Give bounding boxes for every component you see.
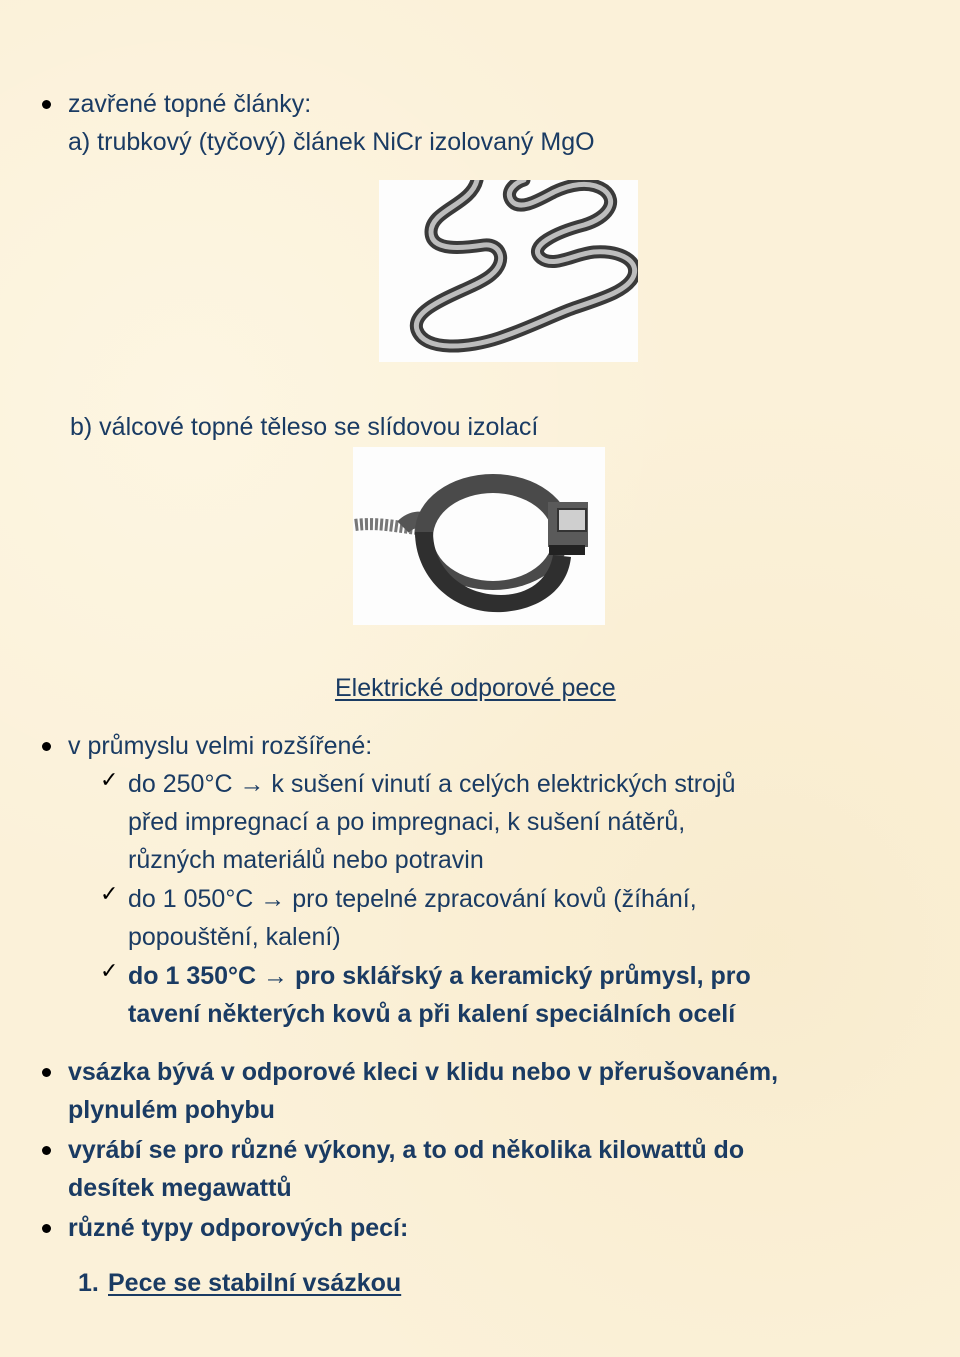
check1-line1: do 250°C → k sušení vinutí a celých elektrických strojů: [128, 770, 736, 798]
checkmark-icon: ✓: [100, 882, 119, 907]
bullet3-line1: vyrábí se pro různé výkony, a to od několika kilowattů do: [68, 1136, 745, 1164]
checkmark-icon: ✓: [100, 768, 119, 793]
tubular-heating-element-drawing: [379, 180, 638, 362]
bullet-dot-icon: [42, 100, 51, 109]
check3-line2: tavení některých kovů a při kalení speciálních ocelí: [128, 1000, 736, 1028]
check3-line1: do 1 350°C → pro sklářský a keramický průmysl, pro: [128, 962, 751, 990]
bullet2-line1: vsázka bývá v odporové kleci v klidu nebo v přerušovaném,: [68, 1058, 779, 1086]
numbered-item-label: Pece se stabilní vsázkou: [108, 1269, 402, 1297]
section2-title: Elektrické odporové pece: [335, 674, 616, 702]
bullet2-line2: plynulém pohybu: [68, 1096, 275, 1124]
check2-line1: do 1 050°C → pro tepelné zpracování kovů (žíhání,: [128, 885, 697, 913]
bullet-dot-icon: [42, 1068, 51, 1077]
bullet4-text: různé typy odporových pecí:: [68, 1214, 409, 1242]
item-a-text: a) trubkový (tyčový) článek NiCr izolovaný MgO: [68, 128, 595, 156]
band-heater-image: [353, 447, 605, 625]
bullet-dot-icon: [42, 742, 51, 751]
check1-line3: různých materiálů nebo potravin: [128, 846, 484, 874]
tubular-heating-element-image: [379, 180, 638, 362]
bullet-dot-icon: [42, 1146, 51, 1155]
item-b-text: b) válcové topné těleso se slídovou izolací: [70, 413, 539, 441]
check1-line2: před impregnací a po impregnaci, k sušení nátěrů,: [128, 808, 686, 836]
numbered-item-number: 1.: [78, 1269, 99, 1297]
bullet1-text: v průmyslu velmi rozšířené:: [68, 732, 373, 760]
bullet-dot-icon: [42, 1224, 51, 1233]
bullet3-line2: desítek megawattů: [68, 1174, 292, 1202]
checkmark-icon: ✓: [100, 959, 119, 984]
section1-heading: zavřené topné články:: [68, 90, 312, 118]
check2-line2: popouštění, kalení): [128, 923, 341, 951]
band-heater-drawing: [353, 447, 605, 625]
